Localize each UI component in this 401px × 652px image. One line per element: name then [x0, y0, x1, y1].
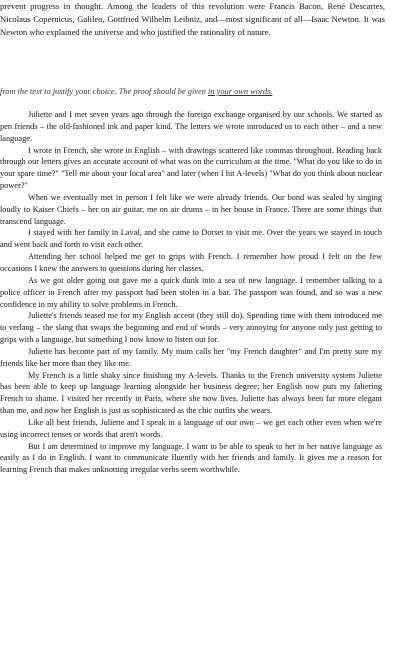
- instruction-underlined-text: in your own words.: [208, 88, 273, 96]
- paragraph-6: As we got older going out gave me a quick dunk into a sea of new language. I remember talking to a police officer in French after my passport had been stolen in a bar. The passport was found, and so was a new confidence in my ability to solve problems in French.: [0, 275, 382, 309]
- paragraph-7: Juliette's friends teased me for my English accent (they still do). Spending time with them introduced me to verlang – the slang that swaps the beginning and end of words – very annoying for anyone only just getting to grips with a language, but something I now know to listen out for.: [0, 311, 382, 345]
- paragraph-1: Juliette and I met seven years ago through the foreign exchange organised by our schools. We started as pen friends – the old-fashioned ink and paper kind. The letters we wrote introduced us to each other – and a new language.: [0, 110, 382, 143]
- paragraph-8: Juliette has become part of my family. My mum calls her "my French daughter" and I'm pretty sure my friends like her more than they like me.: [0, 346, 382, 368]
- instruction-text: from the text to justify your choice. The proof should be given: [0, 88, 209, 96]
- top-passage-text: prevent progress in thought. Among the leaders of this revolution were Francis Bacon, René Descartes, Nicolaus Copernicus, Galileo, Gottfried Wilhelm Leibniz, and—most significant of all—Isaac Newton. It was Newton who explained the universe and who justified the rationality of nature.: [0, 1, 385, 37]
- story-body: [0, 109, 382, 476]
- paragraph-2: I wrote in French, she wrote in English – with drawings scattered like commas throughout. Reading back through our letters gives an accurate account of what was on the curriculum at the time. "What do you like to do in your spare time?" "Tell me about your local area" and later (when I hit A-levels) "What do you think about nuclear power?": [0, 145, 382, 191]
- paragraph-11: But I am determined to improve my language. I want to be able to speak to her in her native language as easily as I do in English. I want to communicate fluently with her friends and family. It gives me a reason for learning French that makes unknotting irregular verbs seem worthwhile.: [0, 441, 382, 475]
- paragraph-9: My French is a little shaky since finishing my A-levels. Thanks to the French university system Juliette has been able to keep up language learning alongside her business degree; her English now puts my faltering French to shame. I visited her recently in Paris, where she now lives. Juliette has always been far more elegant than me, and now her English is just as sophisticated as the chic outfits she wears.: [0, 370, 382, 416]
- paragraph-4: I stayed with her family in Laval, and she came to Dorset to visit me. Over the years we stayed in touch and went back and forth to visit each other.: [0, 228, 382, 250]
- cut-off-instruction-line: [0, 88, 320, 97]
- paragraph-10: Like all best friends, Juliette and I speak in a language of our own – we get each other even when we're using incorrect tenses or words that aren't words.: [0, 417, 382, 439]
- paragraph-5: Attending her school helped me get to grips with French. I remember how proud I felt on the few occasions I knew the answers to questions during her classes.: [0, 252, 382, 273]
- paragraph-3: When we eventually met in person I felt like we were already friends. Our bond was sealed by singing loudly to Kaiser Chiefs – her on air guitar, me on air drums – in her house in France. There are some things that transcend language.: [0, 192, 382, 226]
